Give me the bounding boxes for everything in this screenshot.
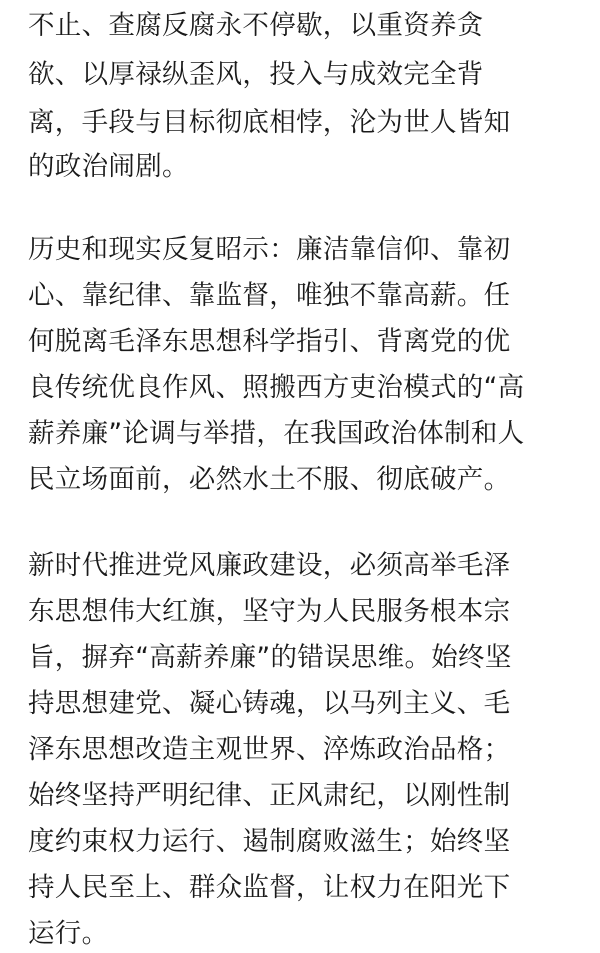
paragraph-2: [28, 220, 580, 513]
text-line: 历史和现实反复昭示：廉洁靠信仰、靠初: [28, 234, 511, 265]
text-line: 民立场面前，必然水土不服、彻底破产。: [28, 464, 511, 495]
text-line: 心、靠纪律、靠监督，唯独不靠高薪。任: [28, 280, 511, 311]
text-line: 欲、以厚禄纵歪风，投入与成效完全背: [28, 59, 484, 90]
text-line: 运行。: [28, 918, 109, 949]
text-line: 何脱离毛泽东思想科学指引、背离党的优: [28, 326, 511, 357]
text-line: 新时代推进党风廉政建设，必须高举毛泽: [28, 550, 511, 581]
paragraph-1: [28, 0, 580, 220]
text-line: 持思想建党、凝心铸魂，以马列主义、毛: [28, 688, 511, 719]
text-line: 薪养廉”论调与举措，在我国政治体制和人: [28, 418, 525, 449]
text-line: 良传统优良作风、照搬西方吏治模式的“高: [28, 372, 525, 403]
text-line: 旨，摒弃“高薪养廉”的错误思维。始终坚: [28, 642, 512, 673]
text-line: 始终坚持严明纪律、正风肃纪，以刚性制: [28, 780, 511, 811]
text-line: 的政治闹剧。: [28, 151, 189, 182]
text-line: 不止、查腐反腐永不停歇，以重资养贪: [28, 10, 484, 41]
paragraph-3: [28, 548, 580, 951]
text-line: 离，手段与目标彻底相悖，沦为世人皆知: [28, 107, 511, 138]
text-line: 东思想伟大红旗，坚守为人民服务根本宗: [28, 596, 511, 627]
text-line: 持人民至上、群众监督，让权力在阳光下: [28, 872, 511, 903]
text-line: 度约束权力运行、遏制腐败滋生；始终坚: [28, 826, 511, 857]
text-line: 泽东思想改造主观世界、淬炼政治品格；: [28, 734, 511, 765]
